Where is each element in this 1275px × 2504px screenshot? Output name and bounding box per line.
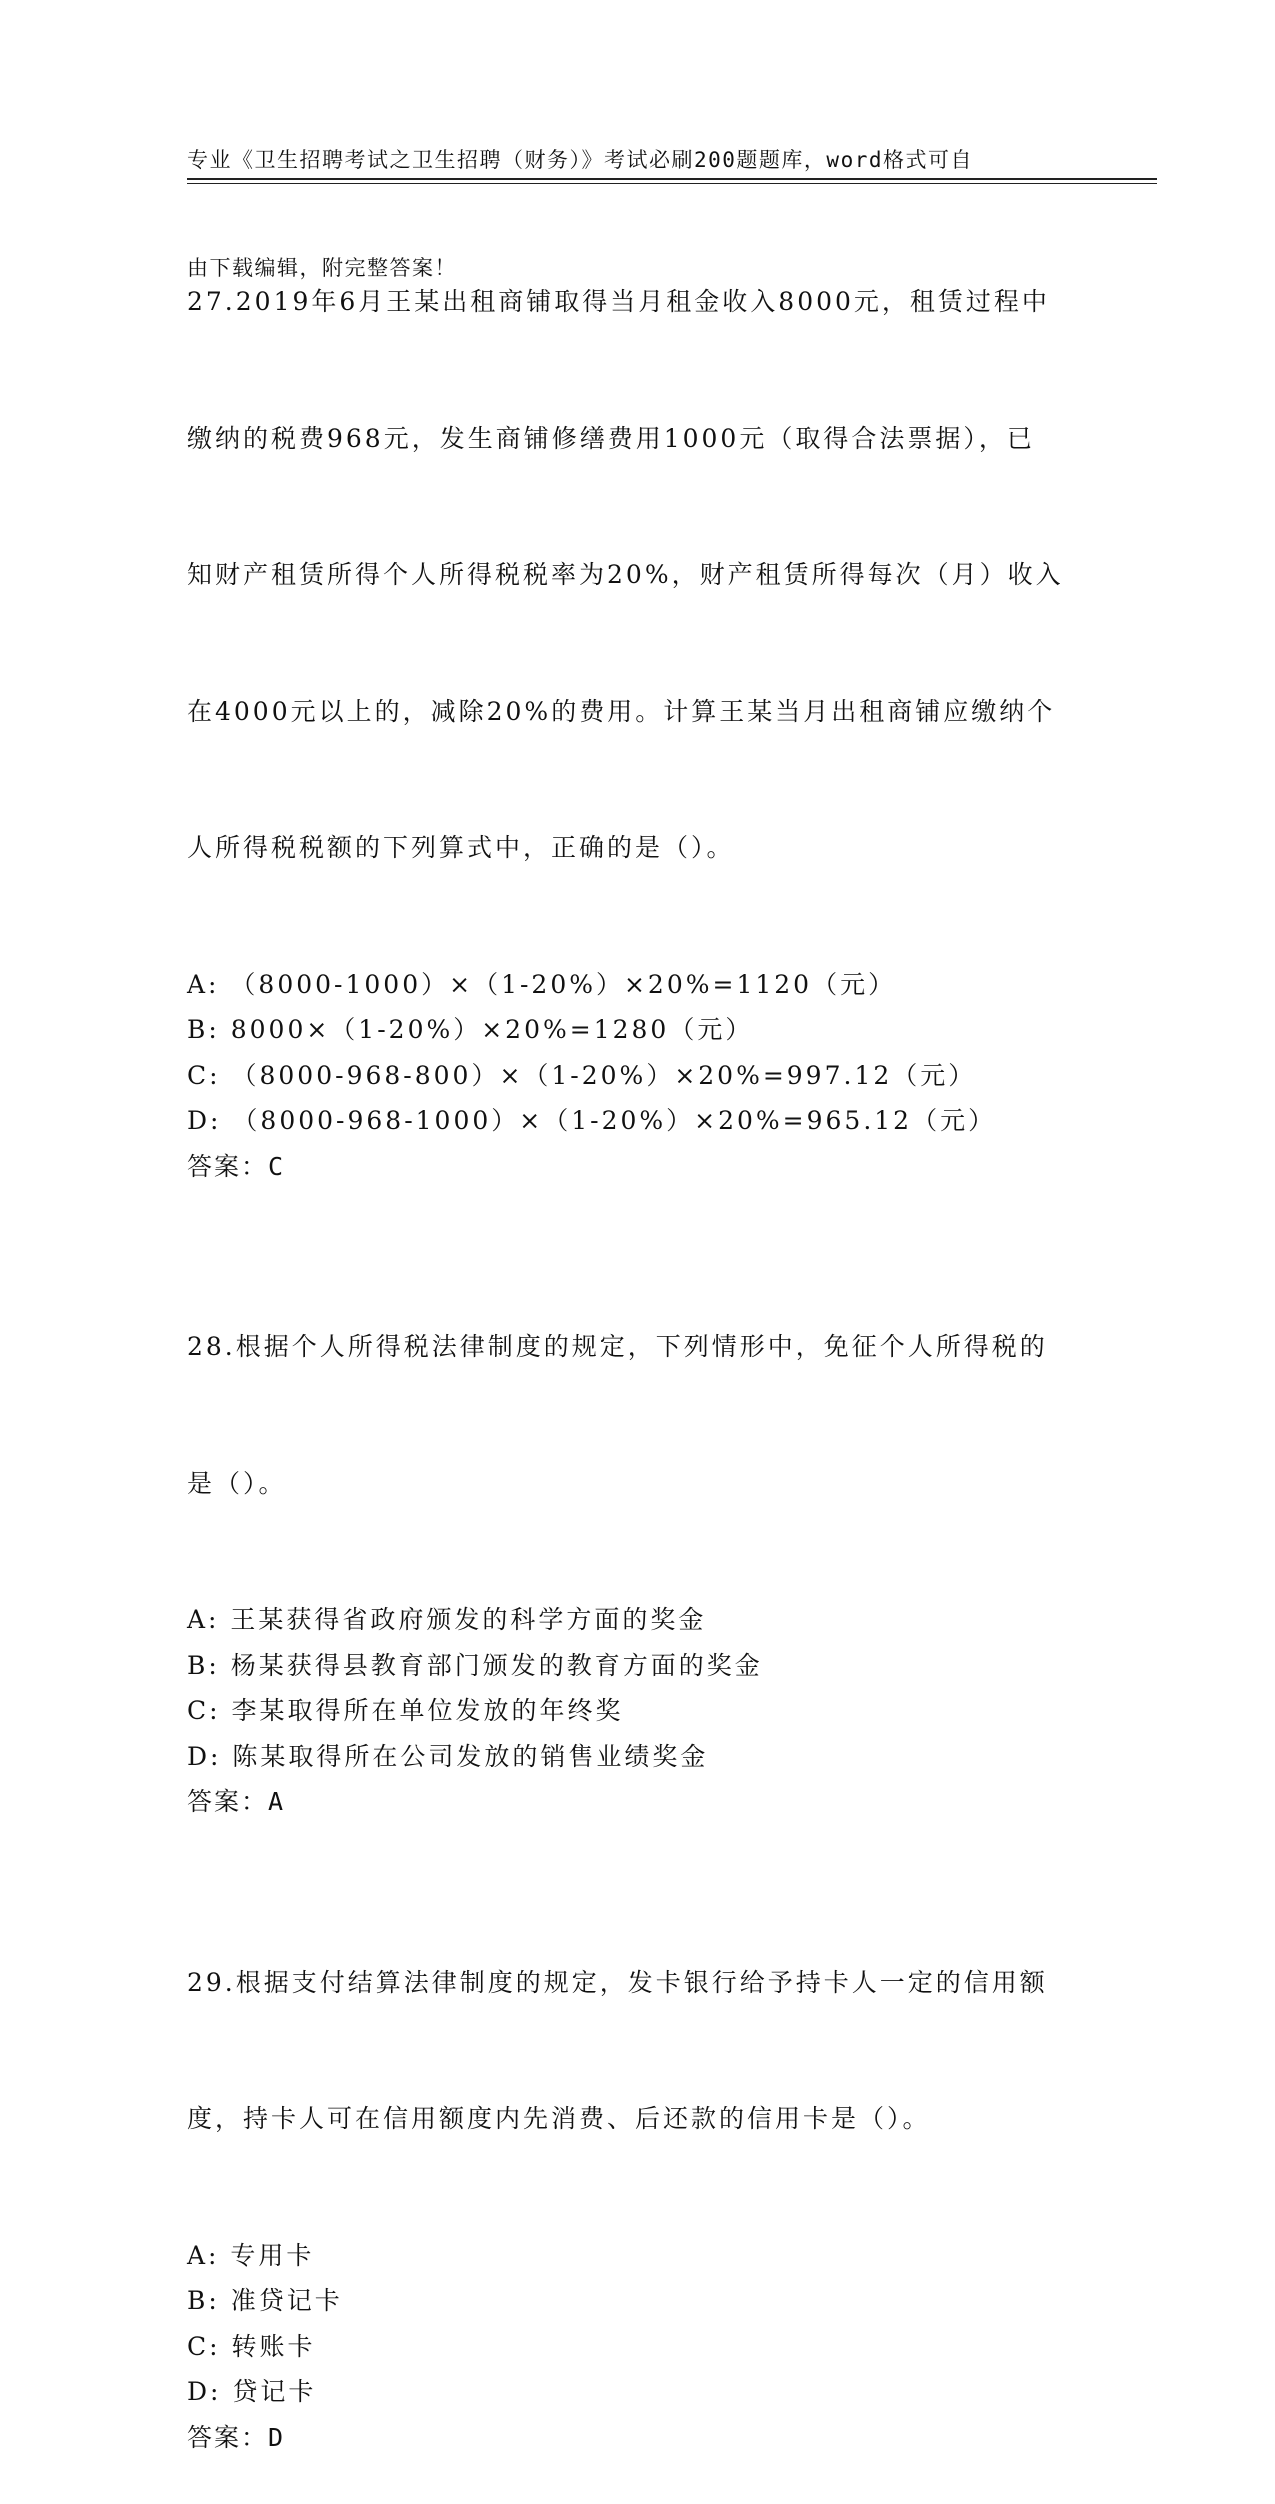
option-c: C: 李某取得所在单位发放的年终奖 [187, 1696, 624, 1725]
option-b: B: 杨某获得县教育部门颁发的教育方面的奖金 [187, 1650, 763, 1680]
option-b: B: 8000×（1-20%）×20%=1280（元） [187, 1015, 754, 1044]
question-stem [187, 188, 1087, 962]
question-stem [187, 1233, 1087, 1597]
option-c: C: （8000-968-800）×（1-20%）×20%=997.12（元） [187, 1060, 977, 1090]
option-d: D: 陈某取得所在公司发放的销售业绩奖金 [187, 1741, 709, 1771]
stem-line: 在4000元以上的，减除20%的费用。计算王某当月出租商铺应缴纳个 [187, 696, 1056, 726]
option-c: C: 转账卡 [187, 2331, 316, 2361]
question-28 [187, 1233, 1087, 1825]
stem-line: 知财产租赁所得个人所得税税率为20%，财产租赁所得每次（月）收入 [187, 560, 1064, 589]
stem-line: 人所得税税额的下列算式中，正确的是（）。 [187, 833, 735, 862]
option-d: D: 贷记卡 [187, 2377, 317, 2406]
option-d: D: （8000-968-1000）×（1-20%）×20%=965.12（元） [187, 1106, 997, 1135]
stem-line: 27.2019年6月王某出租商铺取得当月租金收入8000元，租赁过程中 [187, 287, 1050, 316]
question-list [187, 188, 1087, 2504]
question-stem [187, 1869, 1087, 2233]
stem-line: 29.根据支付结算法律制度的规定，发卡银行给予持卡人一定的信用额 [187, 1967, 1048, 1997]
header-divider-thin [187, 183, 1157, 184]
header-line: 由下载编辑，附完整答案！ [187, 256, 457, 280]
header-line: 专业《卫生招聘考试之卫生招聘（财务）》考试必刷200题题库，word格式可自 [187, 148, 973, 172]
answer-line: 答案：C [187, 1151, 286, 1181]
stem-line: 28.根据个人所得税法律制度的规定，下列情形中，免征个人所得税的 [187, 1332, 1048, 1361]
option-a: A: （8000-1000）×（1-20%）×20%=1120（元） [187, 969, 897, 999]
option-a: A: 专用卡 [187, 2240, 315, 2270]
option-a: A: 王某获得省政府颁发的科学方面的奖金 [187, 1605, 707, 1634]
stem-line: 度，持卡人可在信用额度内先消费、后还款的信用卡是（）。 [187, 2104, 931, 2133]
option-b: B: 准贷记卡 [187, 2286, 343, 2315]
stem-line: 缴纳的税费968元，发生商铺修缮费用1000元（取得合法票据），已 [187, 423, 1035, 453]
header-divider-thick [187, 178, 1157, 180]
stem-line: 是（）。 [187, 1468, 287, 1498]
answer-line: 答案：D [187, 2422, 286, 2452]
answer-line: 答案：A [187, 1787, 286, 1816]
question-29 [187, 1869, 1087, 2461]
question-27 [187, 188, 1087, 1189]
